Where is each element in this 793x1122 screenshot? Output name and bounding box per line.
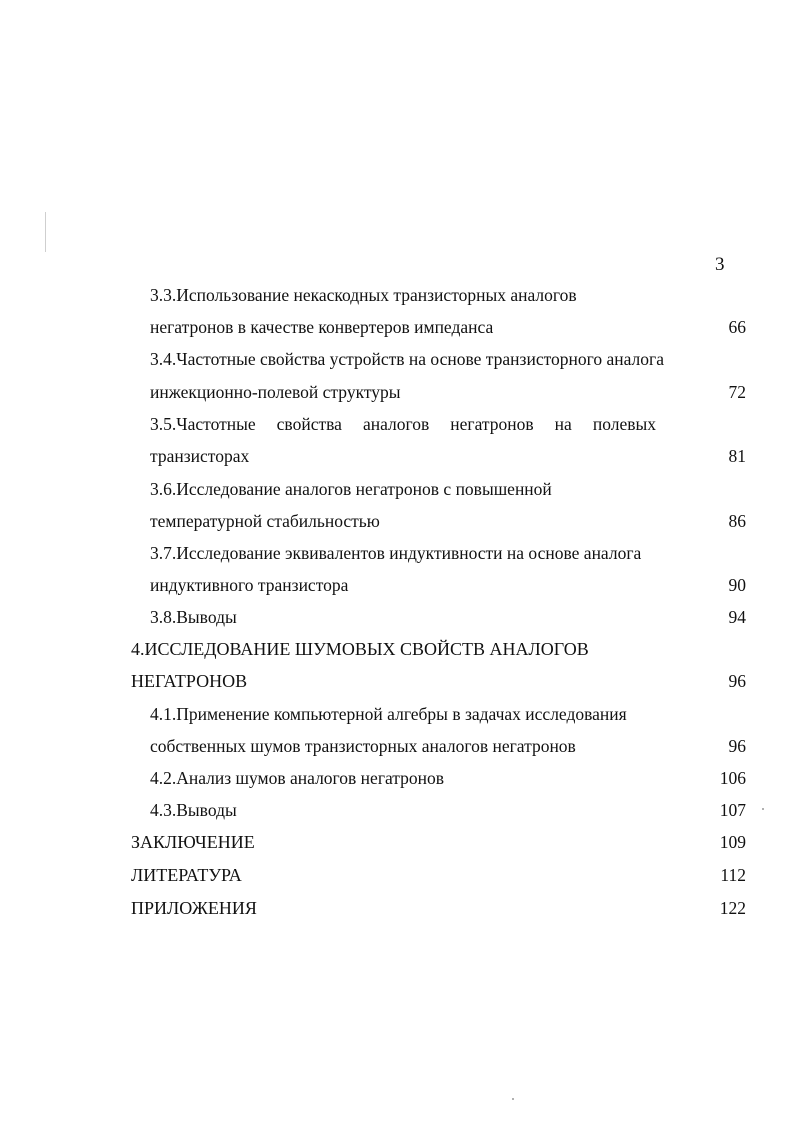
toc-entry-3-3-line-2: негатронов в качестве конвертеров импеданса [150, 317, 494, 337]
toc-entry-3-7-page: 90 [728, 575, 746, 595]
toc-entry-3-5-line-2: транзисторах [150, 446, 250, 466]
toc-entry-4-1-page: 96 [728, 736, 746, 756]
scan-speck [512, 1098, 514, 1100]
scan-speck [762, 808, 764, 810]
toc-entry-4-1-line-1: 4.1.Применение компьютерной алгебры в задачах исследования [150, 704, 627, 724]
toc-appendices: ПРИЛОЖЕНИЯ [131, 898, 257, 918]
toc-chapter-4-line-2: НЕГАТРОНОВ [131, 671, 248, 691]
toc-conclusion: ЗАКЛЮЧЕНИЕ [131, 832, 255, 852]
toc-entry-3-7-line-1: 3.7.Исследование эквивалентов индуктивности на основе аналога [150, 543, 642, 563]
toc-entry-3-3-line-1: 3.3.Использование некаскодных транзисторных аналогов [150, 285, 577, 305]
toc-entry-3-8-page: 94 [728, 607, 746, 627]
toc-entry-3-8-line-1: 3.8.Выводы [150, 607, 237, 627]
toc-entry-4-3-line-1: 4.3.Выводы [150, 800, 237, 820]
toc-literature: ЛИТЕРАТУРА [131, 865, 242, 885]
toc-appendices-page: 122 [719, 898, 746, 918]
toc-conclusion-page: 109 [719, 832, 746, 852]
toc-entry-3-3-page: 66 [728, 317, 746, 337]
toc-entry-4-3-page: 107 [719, 800, 746, 820]
toc-entry-3-6-page: 86 [728, 511, 746, 531]
toc-chapter-4-line-1: 4.ИССЛЕДОВАНИЕ ШУМОВЫХ СВОЙСТВ АНАЛОГОВ [131, 639, 589, 659]
scan-margin-mark [45, 212, 46, 252]
toc-entry-3-5-line-1: 3.5.Частотные свойства аналогов негатронов на полевых [150, 414, 656, 434]
toc-chapter-4-page: 96 [728, 671, 746, 691]
toc-entry-3-7-line-2: индуктивного транзистора [150, 575, 349, 595]
toc-entry-4-2-page: 106 [719, 768, 746, 788]
toc-entry-3-4-line-2: инжекционно-полевой структуры [150, 382, 401, 402]
toc-entry-3-4-line-1: 3.4.Частотные свойства устройств на основе транзисторного аналога [150, 349, 664, 369]
toc-entry-3-6-line-2: температурной стабильностью [150, 511, 380, 531]
toc-entry-3-6-line-1: 3.6.Исследование аналогов негатронов с повышенной [150, 479, 552, 499]
toc-entry-3-5-page: 81 [728, 446, 746, 466]
toc-entry-3-4-page: 72 [728, 382, 746, 402]
toc-literature-page: 112 [720, 865, 746, 885]
toc-entry-4-1-line-2: собственных шумов транзисторных аналогов негатронов [150, 736, 576, 756]
toc-entry-4-2-line-1: 4.2.Анализ шумов аналогов негатронов [150, 768, 445, 788]
page-number: 3 [715, 254, 725, 275]
